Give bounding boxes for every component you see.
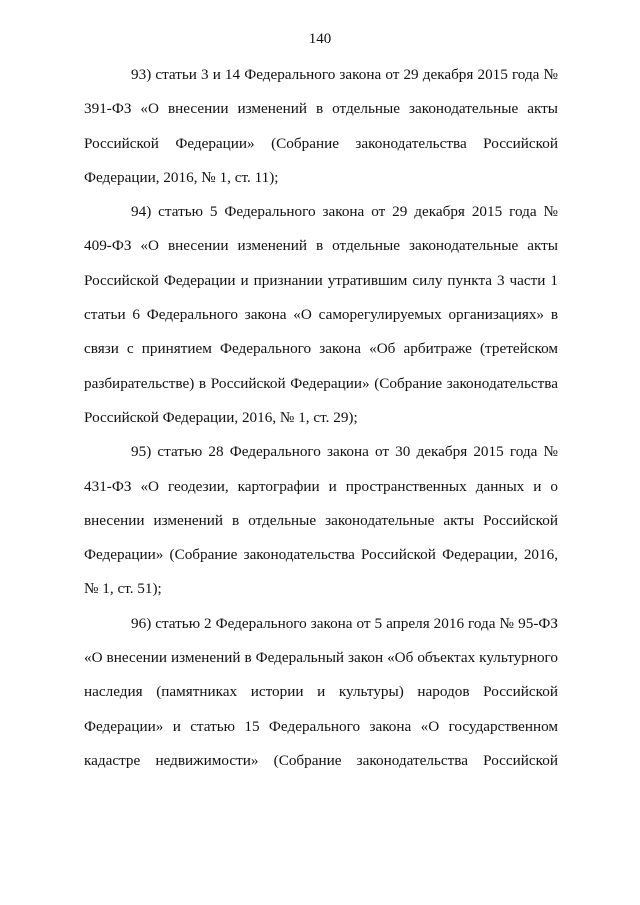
paragraph-item-93: 93) статьи 3 и 14 Федерального закона от 29 декабря 2015 года № 391-ФЗ «О внесении изменений в отдельные законодательные акты Российской Федерации» (Собрание законодательства Российской Федерации, 2016, № 1, ст. 11); [84,66,558,186]
document-body [84,58,558,778]
paragraph-item-96: 96) статью 2 Федерального закона от 5 апреля 2016 года № 95-ФЗ «О внесении изменений в Федеральный закон «Об объектах культурного наследия (памятниках истории и культуры) народов Российской Федерации» и статью 15 Федерального закона «О государственном кадастре недвижимости» (Собрание законодательства Российской [84,614,558,769]
paragraph-item-94: 94) статью 5 Федерального закона от 29 декабря 2015 года № 409-ФЗ «О внесении изменений в отдельные законодательные акты Российской Федерации и признании утратившим силу пункта 3 части 1 статьи 6 Федерального закона «О саморегулируемых организациях» в связи с принятием Федерального закона «Об арбитраже (третейском разбирательстве) в Российской Федерации» (Собрание законодательства Российской Федерации, 2016, № 1, ст. 29); [84,203,558,426]
paragraph-item-95: 95) статью 28 Федерального закона от 30 декабря 2015 года № 431-ФЗ «О геодезии, картографии и пространственных данных и о внесении изменений в отдельные законодательные акты Российской Федерации» (Собрание законодательства Российской Федерации, 2016, № 1, ст. 51); [84,443,558,598]
page-number: 140 [308,31,332,47]
